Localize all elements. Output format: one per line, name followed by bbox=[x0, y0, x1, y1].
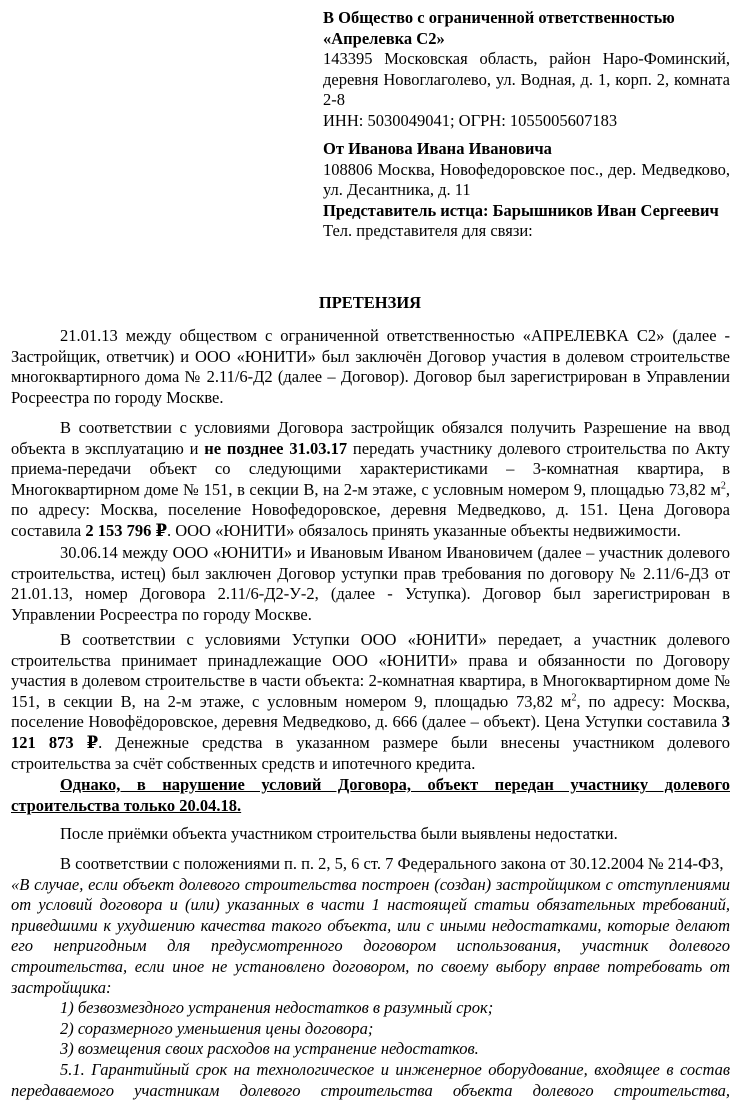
recipient-company: «Апрелевка С2» bbox=[323, 28, 445, 48]
warranty-clause: 5.1. Гарантийный срок на технологическое и инженерное оборудование, входящее в состав передаваемого участникам долевого строительства объекта долевого строительства, bbox=[11, 1059, 730, 1100]
recipient-ids: ИНН: 5030049041; ОГРН: 1055005607183 bbox=[323, 110, 618, 130]
paragraph-7-text: В соответствии с положениями п. п. 2, 5, 6 ст. 7 Федерального закона от 30.12.2004 № 214-ФЗ, bbox=[60, 854, 724, 873]
paragraph-5 bbox=[11, 775, 730, 816]
recipient-address-1: 143395 Московская область, район Наро-Фоминский, bbox=[323, 49, 730, 69]
p2-deadline: не позднее 31.03.17 bbox=[204, 438, 348, 458]
p2-price: 2 153 796 ₽ bbox=[85, 520, 167, 540]
sender-phone: Тел. представителя для связи: bbox=[323, 221, 533, 241]
paragraph-3-text: 30.06.14 между ООО «ЮНИТИ» и Ивановым Иваном Ивановичем (далее – участник долевого строительства, истец) был заключен Договор уступки прав требования по договору № 2.11/6-Д3 от 21.01.13, номер Договора 2.11/6-Д2-У-2, (далее - Уступка). Договор был зарегистрирован в Управлении Росреестра по городу Москве. bbox=[11, 543, 730, 624]
p4-text-b: , по адресу: Москва, поселение Новофёдоровское, деревня Медведково, д. 666 (далее – объект). Цена Уступки составила bbox=[11, 691, 730, 732]
remedy-list bbox=[11, 998, 730, 1060]
sender-address-1: 108806 Москва, Новофедоровское пос., дер. Медведково, bbox=[323, 159, 730, 179]
paragraph-6-text: После приёмки объекта участником строительства были выявлены недостатки. bbox=[60, 824, 618, 843]
paragraph-2 bbox=[11, 418, 730, 542]
paragraph-4 bbox=[11, 630, 730, 774]
p4-text-c: . Денежные средства в указанном размере были внесены участником долевого строительства за счёт собственных средств и ипотечного кредита. bbox=[11, 732, 731, 773]
recipient-line1: В Общество с ограниченной ответственностью bbox=[323, 8, 675, 27]
paragraph-6 bbox=[11, 824, 730, 845]
law-quote: «В случае, если объект долевого строительства построен (создан) застройщиком с отступлениями от условий договора и (или) указанных в части 1 настоящей статьи обязательных требований, приведшими к ухудшению качества такого объекта, или с иными недостатками, которые делают его непригодным для предусмотренного договором использования, участник долевого строительства, если иное не установлено договором, по своему выбору вправе потребовать от застройщика: bbox=[11, 874, 730, 997]
paragraph-3 bbox=[11, 543, 730, 625]
paragraph-1-text: 21.01.13 между обществом с ограниченной ответственностью «АПРЕЛЕВКА С2» (далее - Застройщик, ответчик) и ООО «ЮНИТИ» был заключён Договор участия в долевом строительстве многоквартирного дома № 2.11/6-Д2 (далее – Договор). Договор был зарегистрирован в Управлении Росреестра по городу Москве. bbox=[11, 326, 730, 407]
recipient-block bbox=[323, 8, 730, 132]
p4-text-a: В соответствии с условиями Уступки ООО «ЮНИТИ» передает, а участник долевого строительства принимает принадлежащие ООО «ЮНИТИ» права и обязанности по Договору участия в долевом строительстве в части объекта: 2-комнатная квартира, в Многоквартирном доме № 151, в секции В, на 2-м этаже, с условным номером 9, площадью 73,82 м bbox=[11, 630, 730, 711]
sender-from: От Иванова Ивана Ивановича bbox=[323, 139, 552, 158]
sender-block bbox=[323, 139, 730, 242]
paragraph-7 bbox=[11, 854, 730, 1101]
list-item: 3) возмещения своих расходов на устранение недостатков. bbox=[60, 1039, 479, 1059]
p2-text-d: , по адресу: Москва, поселение Новофедоровское, деревня Медведково, д. 151. Цена Договора составила bbox=[11, 479, 730, 540]
p4-sup: 2 bbox=[571, 692, 577, 704]
sender-address-2: ул. Десантника, д. 11 bbox=[323, 180, 471, 200]
sender-representative: Представитель истца: Барышников Иван Сергеевич bbox=[323, 200, 719, 220]
paragraph-1 bbox=[11, 326, 730, 408]
recipient-address-2: деревня Новоглаголево, ул. Водная, д. 1, корп. 2, комната bbox=[323, 69, 730, 89]
p2-sup: 2 bbox=[720, 480, 726, 492]
list-item: 1) безвозмездного устранения недостатков в разумный срок; bbox=[60, 998, 494, 1018]
p2-text-e: . ООО «ЮНИТИ» обязалось принять указанные объекты недвижимости. bbox=[166, 520, 681, 540]
list-item: 2) соразмерного уменьшения цены договора; bbox=[60, 1018, 374, 1038]
recipient-address-3: 2-8 bbox=[323, 90, 345, 110]
p2-text-c: передать участнику долевого строительства по Акту приема-передачи объект со следующими характеристиками – 3-комнатная квартира, в Многоквартирном доме № 151, в секции В, на 2-м этаже, с условным номером 9, площадью 73,82 м bbox=[11, 438, 731, 499]
p2-text-a: В соответствии с условиями Договора застройщик обязался получить Разрешение на ввод объекта в эксплуатацию и bbox=[11, 418, 730, 458]
page-title: ПРЕТЕНЗИЯ bbox=[318, 293, 422, 312]
p4-price: 3 121 873 ₽ bbox=[11, 712, 730, 752]
violation-statement: Однако, в нарушение условий Договора, объект передан участнику долевого строительства только 20.04.18. bbox=[11, 775, 730, 815]
